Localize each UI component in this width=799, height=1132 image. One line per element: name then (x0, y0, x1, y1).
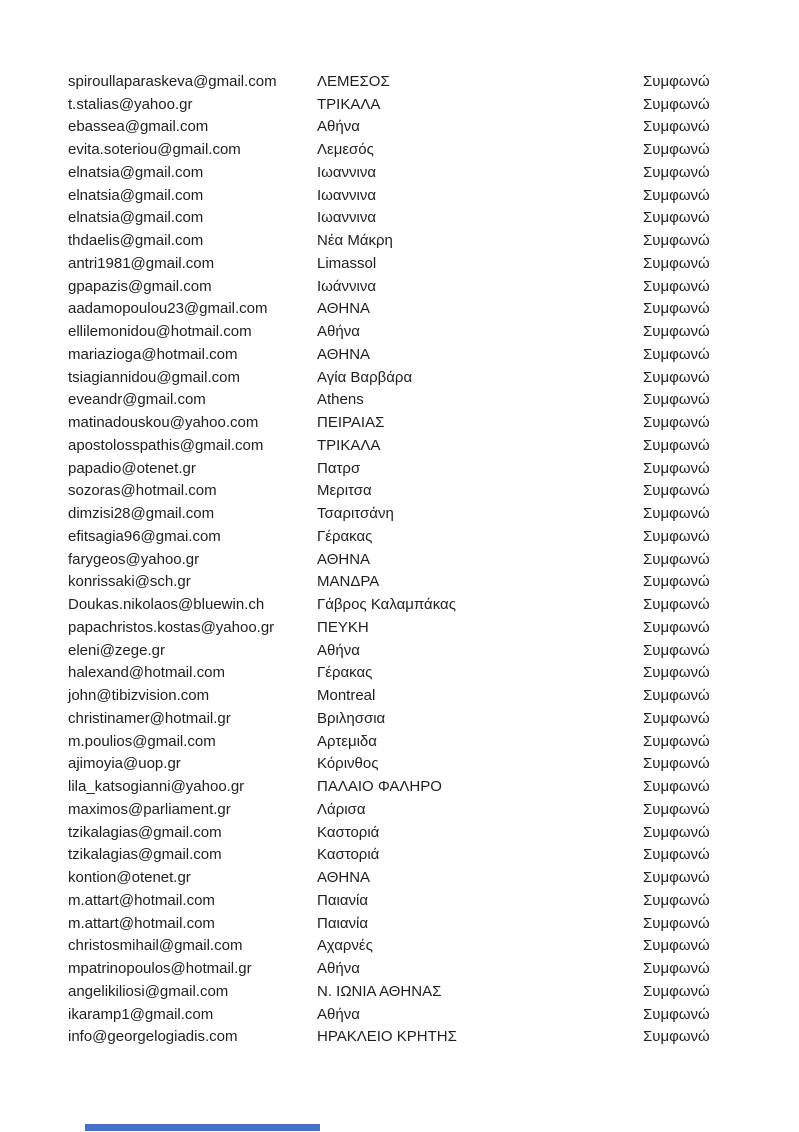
email-cell: mpatrinopoulos@hotmail.gr (68, 960, 252, 978)
table-row (68, 912, 779, 935)
email-cell: elnatsia@gmail.com (68, 209, 204, 227)
table-row (68, 616, 779, 639)
email-cell: halexand@hotmail.com (68, 664, 225, 682)
consent-cell: Συμφωνώ (643, 982, 710, 1000)
consent-cell: Συμφωνώ (643, 323, 710, 341)
signature-list (68, 70, 779, 1048)
table-row (68, 161, 779, 184)
consent-cell: Συμφωνώ (643, 163, 710, 181)
city-cell: ΛΕΜΕΣΟΣ (317, 72, 390, 90)
consent-cell: Συμφωνώ (643, 869, 710, 887)
city-cell: ΗΡΑΚΛΕΙΟ ΚΡΗΤΗΣ (317, 1028, 457, 1046)
bottom-blue-bar (85, 1124, 320, 1131)
email-cell: aadamopoulou23@gmail.com (68, 300, 268, 318)
city-cell: Καστοριά (317, 846, 380, 864)
email-cell: papachristos.kostas@yahoo.gr (68, 618, 275, 636)
email-cell: eleni@zege.gr (68, 641, 165, 659)
email-cell: evita.soteriou@gmail.com (68, 141, 241, 159)
consent-cell: Συμφωνώ (643, 459, 710, 477)
consent-cell: Συμφωνώ (643, 118, 710, 136)
consent-cell: Συμφωνώ (643, 482, 710, 500)
city-cell: Athens (317, 391, 364, 409)
email-cell: m.poulios@gmail.com (68, 732, 216, 750)
table-row (68, 525, 779, 548)
city-cell: Μεριτσα (317, 482, 372, 500)
city-cell: Τσαριτσάνη (317, 505, 394, 523)
table-row (68, 366, 779, 389)
table-row (68, 548, 779, 571)
email-cell: eveandr@gmail.com (68, 391, 206, 409)
consent-cell: Συμφωνώ (643, 414, 710, 432)
city-cell: Ιωαννινα (317, 186, 377, 204)
consent-cell: Συμφωνώ (643, 95, 710, 113)
consent-cell: Συμφωνώ (643, 527, 710, 545)
email-cell: thdaelis@gmail.com (68, 232, 204, 250)
email-cell: tsiagiannidou@gmail.com (68, 368, 240, 386)
consent-cell: Συμφωνώ (643, 596, 710, 614)
city-cell: Αθήνα (317, 323, 360, 341)
table-row (68, 343, 779, 366)
email-cell: ellilemonidou@hotmail.com (68, 323, 252, 341)
city-cell: Κόρινθος (317, 755, 379, 773)
consent-cell: Συμφωνώ (643, 550, 710, 568)
city-cell: Αχαρνές (317, 937, 373, 955)
city-cell: Γέρακας (317, 664, 373, 682)
table-row (68, 821, 779, 844)
city-cell: Πατρσ (317, 459, 361, 477)
email-cell: matinadouskou@yahoo.com (68, 414, 259, 432)
email-cell: ebassea@gmail.com (68, 118, 209, 136)
city-cell: Παιανία (317, 891, 369, 909)
email-cell: Doukas.nikolaos@bluewin.ch (68, 596, 265, 614)
email-cell: m.attart@hotmail.com (68, 891, 215, 909)
city-cell: Νέα Μάκρη (317, 232, 393, 250)
city-cell: ΠΕΙΡΑΙΑΣ (317, 414, 385, 432)
table-row (68, 798, 779, 821)
consent-cell: Συμφωνώ (643, 914, 710, 932)
consent-cell: Συμφωνώ (643, 778, 710, 796)
email-cell: antri1981@gmail.com (68, 254, 215, 272)
city-cell: Λεμεσός (317, 141, 374, 159)
consent-cell: Συμφωνώ (643, 687, 710, 705)
consent-cell: Συμφωνώ (643, 891, 710, 909)
email-cell: elnatsia@gmail.com (68, 163, 204, 181)
table-row (68, 662, 779, 685)
email-cell: gpapazis@gmail.com (68, 277, 212, 295)
table-row (68, 980, 779, 1003)
consent-cell: Συμφωνώ (643, 618, 710, 636)
city-cell: Ιωαννινα (317, 163, 377, 181)
email-cell: konrissaki@sch.gr (68, 573, 191, 591)
table-row (68, 252, 779, 275)
email-cell: maximos@parliament.gr (68, 800, 231, 818)
table-row (68, 298, 779, 321)
consent-cell: Συμφωνώ (643, 937, 710, 955)
email-cell: apostolosspathis@gmail.com (68, 436, 264, 454)
consent-cell: Συμφωνώ (643, 391, 710, 409)
email-cell: ikaramp1@gmail.com (68, 1005, 214, 1023)
email-cell: info@georgelogiadis.com (68, 1028, 238, 1046)
consent-cell: Συμφωνώ (643, 436, 710, 454)
city-cell: Αθήνα (317, 118, 360, 136)
city-cell: Ιωαννινα (317, 209, 377, 227)
city-cell: ΜΑΝΔΡΑ (317, 573, 380, 591)
consent-cell: Συμφωνώ (643, 209, 710, 227)
table-row (68, 775, 779, 798)
consent-cell: Συμφωνώ (643, 232, 710, 250)
email-cell: efitsagia96@gmai.com (68, 527, 221, 545)
table-row (68, 935, 779, 958)
table-row (68, 138, 779, 161)
consent-cell: Συμφωνώ (643, 641, 710, 659)
city-cell: ΤΡΙΚΑΛΑ (317, 95, 381, 113)
table-row (68, 116, 779, 139)
table-row (68, 684, 779, 707)
table-row (68, 1026, 779, 1049)
email-cell: tzikalagias@gmail.com (68, 846, 222, 864)
consent-cell: Συμφωνώ (643, 664, 710, 682)
table-row (68, 457, 779, 480)
consent-cell: Συμφωνώ (643, 345, 710, 363)
city-cell: Ιωάννινα (317, 277, 377, 295)
table-row (68, 707, 779, 730)
consent-cell: Συμφωνώ (643, 300, 710, 318)
email-cell: papadio@otenet.gr (68, 459, 196, 477)
city-cell: Αθήνα (317, 960, 360, 978)
city-cell: Καστοριά (317, 823, 380, 841)
email-cell: christosmihail@gmail.com (68, 937, 243, 955)
table-row (68, 275, 779, 298)
table-row (68, 434, 779, 457)
city-cell: Αγία Βαρβάρα (317, 368, 413, 386)
email-cell: christinamer@hotmail.gr (68, 709, 231, 727)
table-row (68, 844, 779, 867)
consent-cell: Συμφωνώ (643, 72, 710, 90)
consent-cell: Συμφωνώ (643, 732, 710, 750)
consent-cell: Συμφωνώ (643, 1028, 710, 1046)
table-row (68, 593, 779, 616)
city-cell: Montreal (317, 687, 376, 705)
table-row (68, 866, 779, 889)
city-cell: Αθήνα (317, 1005, 360, 1023)
email-cell: angelikiliosi@gmail.com (68, 982, 229, 1000)
table-row (68, 480, 779, 503)
table-row (68, 320, 779, 343)
email-cell: mariazioga@hotmail.com (68, 345, 238, 363)
email-cell: elnatsia@gmail.com (68, 186, 204, 204)
city-cell: ΑΘΗΝΑ (317, 550, 371, 568)
city-cell: ΑΘΗΝΑ (317, 300, 371, 318)
city-cell: Ν. ΙΩΝΙΑ ΑΘΗΝΑΣ (317, 982, 442, 1000)
consent-cell: Συμφωνώ (643, 846, 710, 864)
email-cell: sozoras@hotmail.com (68, 482, 217, 500)
table-row (68, 207, 779, 230)
email-cell: spiroullaparaskeva@gmail.com (68, 72, 277, 90)
table-row (68, 753, 779, 776)
email-cell: lila_katsogianni@yahoo.gr (68, 778, 245, 796)
consent-cell: Συμφωνώ (643, 573, 710, 591)
city-cell: Αρτεμιδα (317, 732, 377, 750)
table-row (68, 93, 779, 116)
email-cell: john@tibizvision.com (68, 687, 210, 705)
consent-cell: Συμφωνώ (643, 254, 710, 272)
table-row (68, 957, 779, 980)
consent-cell: Συμφωνώ (643, 1005, 710, 1023)
email-cell: m.attart@hotmail.com (68, 914, 215, 932)
city-cell: Γάβρος Καλαμπάκας (317, 596, 456, 614)
table-row (68, 502, 779, 525)
consent-cell: Συμφωνώ (643, 141, 710, 159)
email-cell: dimzisi28@gmail.com (68, 505, 215, 523)
table-row (68, 70, 779, 93)
consent-cell: Συμφωνώ (643, 755, 710, 773)
table-row (68, 730, 779, 753)
email-cell: ajimoyia@uop.gr (68, 755, 181, 773)
consent-cell: Συμφωνώ (643, 186, 710, 204)
email-cell: kontion@otenet.gr (68, 869, 191, 887)
city-cell: Λάρισα (317, 800, 366, 818)
city-cell: Αθήνα (317, 641, 360, 659)
table-row (68, 1003, 779, 1026)
consent-cell: Συμφωνώ (643, 505, 710, 523)
table-row (68, 389, 779, 412)
table-row (68, 184, 779, 207)
city-cell: ΑΘΗΝΑ (317, 345, 371, 363)
table-row (68, 229, 779, 252)
table-row (68, 639, 779, 662)
city-cell: ΑΘΗΝΑ (317, 869, 371, 887)
email-cell: t.stalias@yahoo.gr (68, 95, 193, 113)
city-cell: ΤΡΙΚΑΛΑ (317, 436, 381, 454)
email-cell: farygeos@yahoo.gr (68, 550, 200, 568)
city-cell: Γέρακας (317, 527, 373, 545)
city-cell: Παιανία (317, 914, 369, 932)
city-cell: ΠΕΥΚΗ (317, 618, 369, 636)
city-cell: ΠΑΛΑΙΟ ΦΑΛΗΡΟ (317, 778, 442, 796)
table-row (68, 571, 779, 594)
table-row (68, 411, 779, 434)
consent-cell: Συμφωνώ (643, 709, 710, 727)
email-cell: tzikalagias@gmail.com (68, 823, 222, 841)
consent-cell: Συμφωνώ (643, 277, 710, 295)
consent-cell: Συμφωνώ (643, 823, 710, 841)
city-cell: Limassol (317, 254, 377, 272)
table-row (68, 889, 779, 912)
city-cell: Βριλησσια (317, 709, 386, 727)
consent-cell: Συμφωνώ (643, 368, 710, 386)
consent-cell: Συμφωνώ (643, 800, 710, 818)
consent-cell: Συμφωνώ (643, 960, 710, 978)
